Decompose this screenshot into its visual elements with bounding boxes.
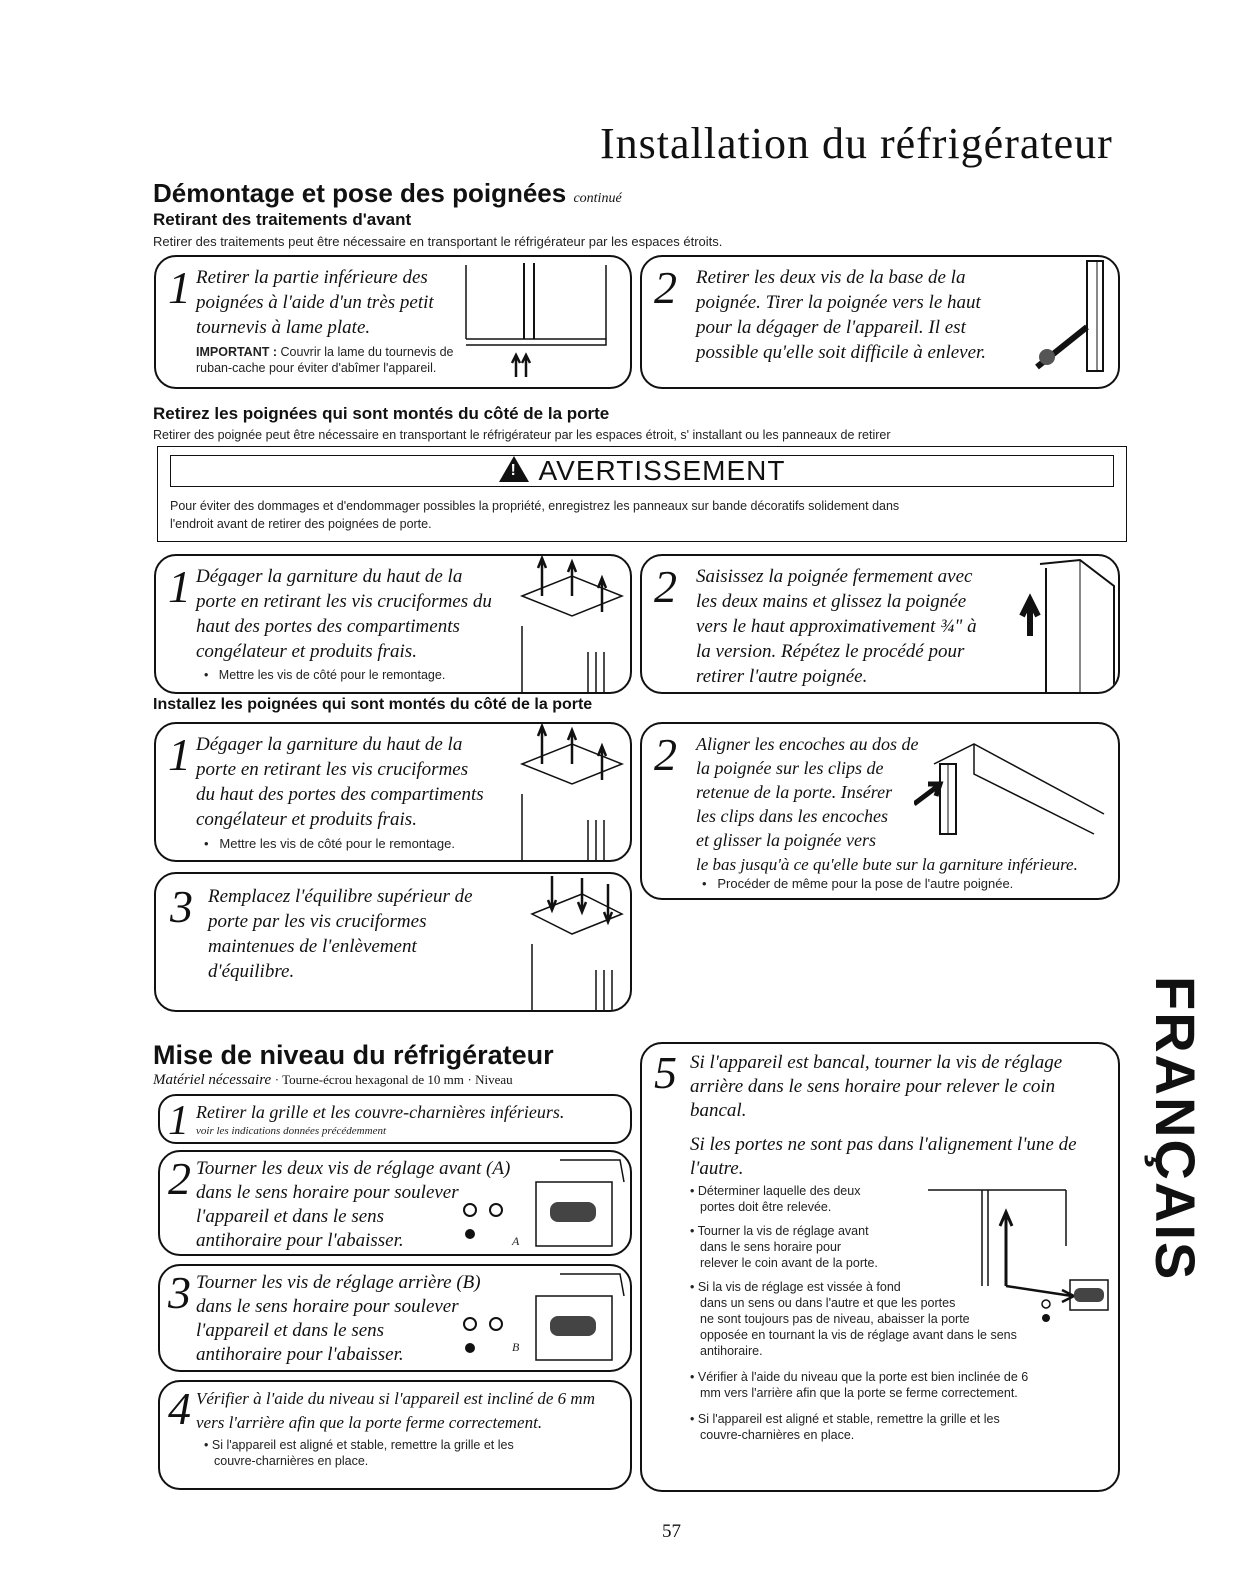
language-tab — [1140, 976, 1210, 1282]
step-line: dans le sens horaire pour soulever — [196, 1296, 459, 1317]
adjuster-label: A — [512, 1234, 520, 1248]
adjuster-label: B — [512, 1340, 520, 1354]
step-bullet-cont: opposée en tournant la vis de réglage avant dans le sens — [700, 1328, 1017, 1342]
step-line: maintenues de l'enlèvement — [208, 936, 417, 957]
step-line: porte par les vis cruciformes — [208, 911, 427, 932]
step-number: 1 — [168, 1098, 189, 1144]
note-line: Couvrir la lame du tournevis de — [280, 345, 454, 359]
step-number: 1 — [168, 561, 191, 612]
step-line: Dégager la garniture du haut de la — [196, 566, 463, 587]
step-line: la version. Répétez le procédé pour — [696, 641, 965, 662]
step-line: les clips dans les encoches — [696, 806, 888, 826]
subsection-intro: Retirer des traitements peut être nécessaire en transportant le réfrigérateur par les espaces étroits. — [153, 234, 723, 249]
step-box — [640, 1042, 1120, 1492]
subsection-heading: Installez les poignées qui sont montés du côté de la porte — [153, 696, 593, 713]
screwdriver-illustration — [1017, 257, 1117, 389]
note-label: IMPORTANT : — [196, 345, 278, 359]
step-line: Tourner les deux vis de réglage avant (A) — [196, 1158, 511, 1179]
warning-line: l'endroit avant de retirer des poignées de porte. — [170, 517, 432, 531]
step-number: 5 — [654, 1047, 677, 1098]
step-bullet-cont: ne sont toujours pas de niveau, abaisser la porte — [700, 1312, 970, 1326]
step-note: ruban-cache pour éviter d'abîmer l'appareil. — [196, 361, 437, 375]
step-line: retenue de la porte. Insérer — [696, 782, 893, 802]
bullet-text: Mettre les vis de côté pour le remontage. — [218, 668, 446, 682]
step-number: 3 — [168, 1267, 191, 1318]
step-bullet-cont: dans un sens ou dans l'autre et que les portes — [700, 1296, 956, 1310]
material-item: Niveau — [475, 1072, 513, 1087]
step-bullet: • Tourner la vis de réglage avant — [690, 1224, 869, 1238]
step-box — [154, 722, 632, 862]
step-box — [158, 1264, 632, 1372]
step-line: poignées à l'aide d'un très petit — [196, 292, 434, 313]
step-box — [154, 255, 632, 389]
step-line: d'équilibre. — [208, 961, 295, 982]
bullet-text: Vérifier à l'aide du niveau que la porte est bien inclinée de 6 — [697, 1370, 1029, 1384]
step-number: 3 — [170, 881, 193, 932]
step-line: la poignée sur les clips de — [696, 758, 884, 778]
step-line: antihoraire pour l'abaisser. — [196, 1344, 404, 1365]
step-box — [158, 1380, 632, 1490]
step-line: porte en retirant les vis cruciformes — [196, 759, 469, 780]
step-box — [640, 554, 1120, 694]
section-heading: Mise de niveau du réfrigérateur — [153, 1040, 554, 1070]
section-heading — [153, 178, 622, 209]
warning-header — [170, 455, 1114, 487]
step-bullet: • Mettre les vis de côté pour le remontage. — [204, 668, 446, 682]
section-heading-text: Démontage et pose des poignées — [153, 178, 567, 208]
step-bullet: • Vérifier à l'aide du niveau que la porte est bien inclinée de 6 — [690, 1370, 1029, 1384]
step-line: porte en retirant les vis cruciformes du — [196, 591, 492, 612]
warning-line: Pour éviter des dommages et d'endommager possibles la propriété, enregistrez les panneaux sur bande décoratifs solidement dans — [170, 499, 900, 513]
step-number: 2 — [654, 262, 677, 313]
step-line: Retirer la partie inférieure des — [196, 267, 428, 288]
warning-box — [157, 446, 1127, 542]
bullet-text: Déterminer laquelle des deux — [697, 1184, 861, 1198]
step-line: Tourner les vis de réglage arrière (B) — [196, 1272, 481, 1293]
section-heading-suffix: continué — [573, 191, 622, 206]
bullet-text: Si la vis de réglage est vissée à fond — [697, 1280, 901, 1294]
step-bullet-cont: antihoraire. — [700, 1344, 763, 1358]
step-line: bancal. — [690, 1100, 747, 1121]
trim-replace-illustration — [522, 874, 632, 1012]
bullet-text: Tourner la vis de réglage avant — [697, 1224, 869, 1238]
step-number: 2 — [654, 561, 677, 612]
step-bullet: • Procéder de même pour la pose de l'autre poignée. — [702, 876, 1014, 891]
step-bullet-cont: mm vers l'arrière afin que la porte se ferme correctement. — [700, 1386, 1018, 1400]
bullet-text: Mettre les vis de côté pour le remontage. — [219, 836, 455, 851]
step-line: retirer l'autre poignée. — [696, 666, 868, 687]
bullet-text: Si l'appareil est aligné et stable, remettre la grille et les — [211, 1438, 514, 1452]
step-line: les deux mains et glissez la poignée — [696, 591, 967, 612]
step-line: Retirer les deux vis de la base de la — [696, 267, 966, 288]
step-box — [154, 872, 632, 1012]
trim-illustration — [512, 724, 632, 862]
step-line: congélateur et produits frais. — [196, 641, 417, 662]
step-line: Vérifier à l'aide du niveau si l'appareil est incliné de 6 mm — [196, 1389, 595, 1408]
step-line: l'appareil et dans le sens — [196, 1320, 385, 1341]
step-line: du haut des portes des compartiments — [196, 784, 484, 805]
step-line: Remplacez l'équilibre supérieur de — [208, 886, 473, 907]
leveling-leg-illustration — [440, 1266, 630, 1372]
bullet-text: Procéder de même pour la pose de l'autre poignée. — [717, 876, 1014, 891]
step-bullet-cont: dans le sens horaire pour — [700, 1240, 842, 1254]
step-line: vers l'arrière afin que la porte ferme correctement. — [196, 1413, 543, 1432]
step-box — [154, 554, 632, 694]
step-number: 1 — [168, 729, 191, 780]
step-line: pour la dégager de l'appareil. Il est — [696, 317, 966, 338]
subsection-intro: Retirer des poignée peut être nécessaire en transportant le réfrigérateur par les espaces étroit, s' installant ou les panneaux de retirer — [153, 428, 891, 442]
page-number: 57 — [662, 1521, 681, 1542]
step-line: poignée. Tirer la poignée vers le haut — [696, 292, 981, 313]
language-tab-label: FRANÇAIS — [1144, 976, 1207, 1282]
step-line: Saisissez la poignée fermement avec — [696, 566, 973, 587]
leveling-leg-illustration — [440, 1152, 630, 1256]
step-line: et glisser la poignée vers — [696, 830, 876, 850]
door-alignment-illustration — [922, 1186, 1112, 1336]
step-note — [196, 345, 454, 360]
warning-triangle-icon: ! — [499, 456, 529, 482]
step-note: voir les indications données précédemment — [196, 1125, 387, 1137]
step-box — [158, 1150, 632, 1256]
step-number: 1 — [168, 262, 191, 313]
step-line: l'appareil et dans le sens — [196, 1206, 385, 1227]
bullet-text: Si l'appareil est aligné et stable, remettre la grille et les — [697, 1412, 1000, 1426]
step-number: 2 — [168, 1153, 191, 1204]
handle-illustration — [456, 257, 626, 389]
subsection-heading: Retirant des traitements d'avant — [153, 210, 412, 229]
step-line: Si les portes ne sont pas dans l'alignement l'une de — [690, 1134, 1077, 1155]
step-line: l'autre. — [690, 1158, 744, 1179]
step-number: 2 — [654, 729, 677, 780]
step-line: possible qu'elle soit difficile à enlever. — [696, 342, 987, 363]
step-line: congélateur et produits frais. — [196, 809, 417, 830]
step-bullet-cont: couvre-charnières en place. — [700, 1428, 855, 1442]
step-bullet-cont: portes doit être relevée. — [700, 1200, 832, 1214]
step-bullet-cont: couvre-charnières en place. — [214, 1454, 369, 1468]
step-bullet: • Déterminer laquelle des deux — [690, 1184, 861, 1198]
step-box — [640, 722, 1120, 900]
trim-illustration — [512, 556, 632, 694]
step-line: Retirer la grille et les couvre-charnières inférieurs. — [196, 1102, 565, 1122]
step-line: Dégager la garniture du haut de la — [196, 734, 463, 755]
subsection-heading: Retirez les poignées qui sont montés du côté de la porte — [153, 404, 610, 423]
step-line: haut des portes des compartiments — [196, 616, 460, 637]
step-line: arrière dans le sens horaire pour relever le coin — [690, 1076, 1056, 1097]
clip-illustration — [914, 734, 1114, 844]
warning-title: AVERTISSEMENT — [538, 455, 786, 486]
materials-label: Matériel nécessaire — [153, 1072, 272, 1088]
step-line: tournevis à lame plate. — [196, 317, 371, 338]
step-bullet: • Si l'appareil est aligné et stable, remettre la grille et les — [204, 1438, 514, 1452]
material-item: Tourne-écrou hexagonal de 10 mm — [282, 1072, 464, 1087]
handle-slide-illustration — [1010, 556, 1120, 694]
step-line: dans le sens horaire pour soulever — [196, 1182, 459, 1203]
step-line: Aligner les encoches au dos de — [696, 734, 919, 754]
step-number: 4 — [168, 1383, 191, 1434]
step-line: vers le haut approximativement ¾" à — [696, 616, 977, 637]
step-bullet: • Si la vis de réglage est vissée à fond — [690, 1280, 901, 1294]
step-bullet: • Si l'appareil est aligné et stable, remettre la grille et les — [690, 1412, 1000, 1426]
step-box — [640, 255, 1120, 389]
step-box — [158, 1094, 632, 1144]
materials-line: Matériel nécessaire · Tourne-écrou hexagonal de 10 mm · Niveau — [153, 1072, 513, 1088]
step-line: Si l'appareil est bancal, tourner la vis de réglage — [690, 1052, 1063, 1073]
step-line: antihoraire pour l'abaisser. — [196, 1230, 404, 1251]
step-line: le bas jusqu'à ce qu'elle bute sur la garniture inférieure. — [696, 855, 1078, 874]
step-bullet-cont: relever le coin avant de la porte. — [700, 1256, 878, 1270]
page-title: Installation du réfrigérateur — [600, 119, 1113, 168]
step-bullet: • Mettre les vis de côté pour le remontage. — [204, 836, 455, 851]
